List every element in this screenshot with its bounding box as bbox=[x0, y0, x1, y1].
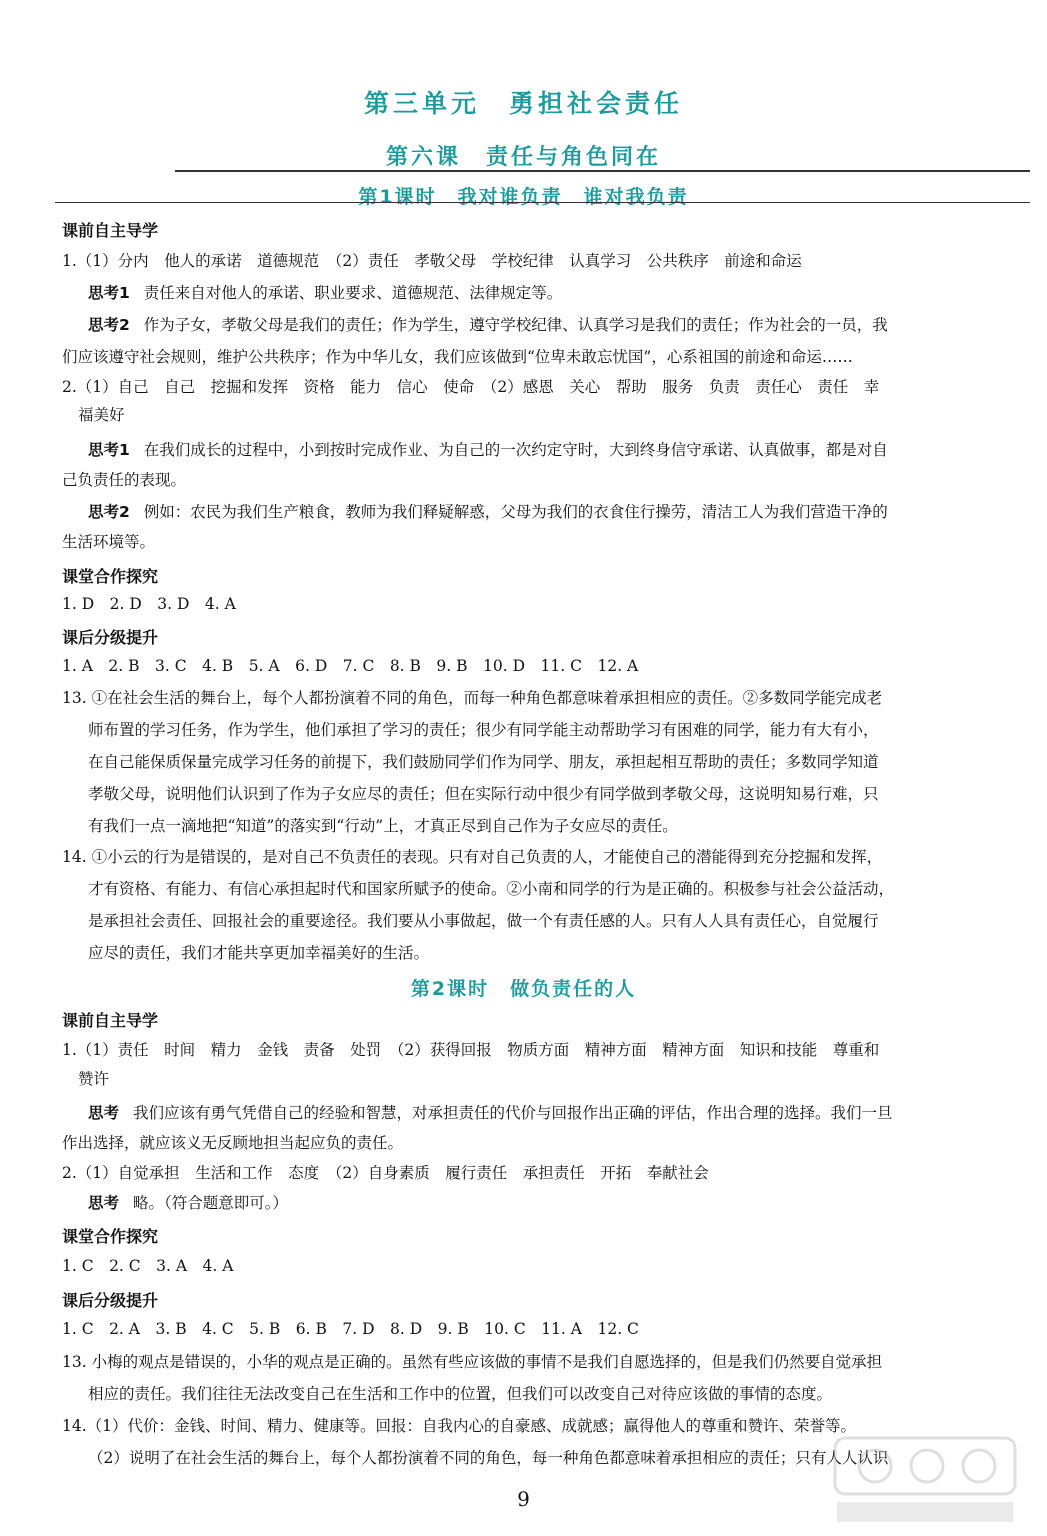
page-number: 9 bbox=[517, 1487, 530, 1511]
answer-line: 14.（1）代价：金钱、时间、精力、健康等。回报：自我内心的自豪感、成就感；赢得他人的尊重和赞许、荣誉等。 bbox=[62, 1417, 857, 1435]
think-line: 思考 我们应该有勇气凭借自己的经验和智慧，对承担责任的代价与回报作出正确的评估，作出合理的选择。我们一旦 bbox=[88, 1104, 893, 1122]
period-1-title: 第1课时 我对谁负责 谁对我负责 bbox=[358, 186, 689, 208]
answer-line: 们应该遵守社会规则，维护公共秩序；作为中华儿女，我们应该做到“位卑未敢忘忧国”，心系祖国的前途和命运…… bbox=[62, 348, 853, 366]
answer-line: 1.（1）责任 时间 精力 金钱 责备 处罚 （2）获得回报 物质方面 精神方面 精神方面 知识和技能 尊重和 bbox=[62, 1041, 880, 1059]
think-line: 思考 略。（符合题意即可。） bbox=[88, 1194, 289, 1212]
answer-line: 1. A 2. B 3. C 4. B 5. A 6. D 7. C 8. B 9. B 10. D 11. C 12. A bbox=[62, 657, 639, 675]
answer-line: 1. C 2. A 3. B 4. C 5. B 6. B 7. D 8. D 9. B 10. C 11. A 12. C bbox=[62, 1320, 639, 1338]
think-label: 思考1 bbox=[88, 441, 130, 459]
lesson-title: 第六课 责任与角色同在 bbox=[385, 145, 661, 170]
answer-line: 1. C 2. C 3. A 4. A bbox=[62, 1257, 234, 1275]
divider-line bbox=[55, 202, 1030, 203]
answer-line: 赞许 bbox=[78, 1070, 110, 1088]
answer-line: （2）说明了在社会生活的舞台上，每个人都扮演着不同的角色，每一种角色都意味着承担相应的责任；只有人人认识 bbox=[88, 1449, 889, 1467]
answer-line: 相应的责任。我们往往无法改变自己在生活和工作中的位置，但我们可以改变自己对待应该做的事情的态度。 bbox=[88, 1385, 833, 1403]
watermark-logo-icon bbox=[827, 1432, 1027, 1528]
think-label: 思考 bbox=[88, 1194, 120, 1212]
section-heading: 课堂合作探究 bbox=[62, 567, 159, 586]
answer-line: 才有资格、有能力、有信心承担起时代和国家所赋予的使命。②小南和同学的行为是正确的。积极参与社会公益活动， bbox=[88, 880, 895, 898]
section-heading: 课前自主导学 bbox=[62, 221, 159, 240]
answer-line: 在自己能保质保量完成学习任务的前提下，我们鼓励同学们作为同学、朋友，承担起相互帮助的责任；多数同学知道 bbox=[88, 753, 879, 771]
section-heading: 课前自主导学 bbox=[62, 1011, 159, 1030]
answer-line: 生活环境等。 bbox=[62, 533, 156, 551]
answer-line: 孝敬父母，说明他们认识到了作为子女应尽的责任；但在实际行动中很少有同学做到孝敬父母，这说明知易行难，只 bbox=[88, 785, 879, 803]
section-heading: 课后分级提升 bbox=[62, 1291, 159, 1310]
answer-line: 1.（1）分内 他人的承诺 道德规范 （2）责任 孝敬父母 学校纪律 认真学习 公共秩序 前途和命运 bbox=[62, 252, 802, 270]
answer-line: 师布置的学习任务，作为学生，他们承担了学习的责任；很少有同学能主动帮助学习有困难的同学，能力有大有小， bbox=[88, 721, 879, 739]
period-2-title: 第2课时 做负责任的人 bbox=[410, 978, 637, 1000]
answer-line: 有我们一点一滴地把“知道”的落实到“行动”上，才真正尽到自己作为子女应尽的责任。 bbox=[88, 817, 678, 835]
answer-line: 作出选择，就应该义无反顾地担当起应负的责任。 bbox=[62, 1134, 404, 1152]
answer-line: 13. ①在社会生活的舞台上，每个人都扮演着不同的角色，而每一种角色都意味着承担相应的责任。②多数同学能完成老 bbox=[62, 689, 883, 707]
answer-line: 应尽的责任，我们才能共享更加幸福美好的生活。 bbox=[88, 944, 430, 962]
think-label: 思考2 bbox=[88, 316, 130, 334]
unit-title: 第三单元 勇担社会责任 bbox=[363, 89, 683, 118]
think-line: 思考2 作为子女，孝敬父母是我们的责任；作为学生，遵守学校纪律、认真学习是我们的责任；作为社会的一员，我 bbox=[88, 316, 888, 334]
think-line: 思考1 在我们成长的过程中，小到按时完成作业、为自己的一次约定守时，大到终身信守承诺、认真做事，都是对自 bbox=[88, 441, 888, 459]
answer-line: 福美好 bbox=[78, 406, 125, 424]
think-label: 思考2 bbox=[88, 503, 130, 521]
answer-line: 己负责任的表现。 bbox=[62, 471, 187, 489]
divider-line bbox=[175, 170, 1030, 172]
answer-line: 14. ①小云的行为是错误的，是对自己不负责任的表现。只有对自己负责的人，才能使自己的潜能得到充分挖掘和发挥， bbox=[62, 848, 883, 866]
think-line: 思考2 例如：农民为我们生产粮食，教师为我们释疑解惑，父母为我们的衣食住行操劳，清洁工人为我们营造干净的 bbox=[88, 503, 888, 521]
answer-line: 13. 小梅的观点是错误的，小华的观点是正确的。虽然有些应该做的事情不是我们自愿选择的，但是我们仍然要自觉承担 bbox=[62, 1353, 883, 1371]
section-heading: 课后分级提升 bbox=[62, 628, 159, 647]
think-label: 思考1 bbox=[88, 284, 130, 302]
answer-line: 1. D 2. D 3. D 4. A bbox=[62, 595, 236, 613]
answer-line: 是承担社会责任、回报社会的重要途径。我们要从小事做起，做一个有责任感的人。只有人人具有责任心，自觉履行 bbox=[88, 912, 879, 930]
section-heading: 课堂合作探究 bbox=[62, 1227, 159, 1246]
answer-line: 2.（1）自觉承担 生活和工作 态度 （2）自身素质 履行责任 承担责任 开拓 奉献社会 bbox=[62, 1164, 709, 1182]
think-line: 思考1 责任来自对他人的承诺、职业要求、道德规范、法律规定等。 bbox=[88, 284, 563, 302]
answer-line: 2.（1）自己 自己 挖掘和发挥 资格 能力 信心 使命 （2）感恩 关心 帮助 服务 负责 责任心 责任 幸 bbox=[62, 378, 880, 396]
think-label: 思考 bbox=[88, 1104, 120, 1122]
